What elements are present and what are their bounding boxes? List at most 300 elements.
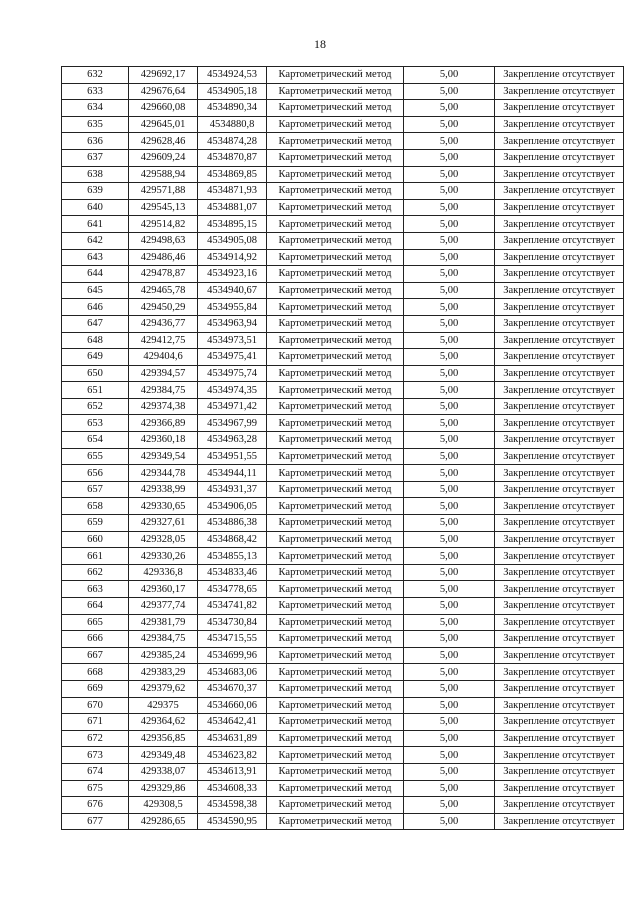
method-cell: Картометрический метод <box>267 564 404 581</box>
table-row <box>62 415 624 432</box>
point-number-cell: 632 <box>62 67 129 84</box>
y-coordinate-cell: 4534895,15 <box>198 216 267 233</box>
table-row <box>62 797 624 814</box>
accuracy-cell: 5,00 <box>404 415 495 432</box>
x-coordinate-cell: 429609,24 <box>129 149 198 166</box>
accuracy-cell: 5,00 <box>404 398 495 415</box>
fixing-cell: Закрепление отсутствует <box>495 813 624 830</box>
y-coordinate-cell: 4534741,82 <box>198 598 267 615</box>
accuracy-cell: 5,00 <box>404 515 495 532</box>
fixing-cell: Закрепление отсутствует <box>495 432 624 449</box>
point-number-cell: 671 <box>62 714 129 731</box>
method-cell: Картометрический метод <box>267 415 404 432</box>
x-coordinate-cell: 429384,75 <box>129 382 198 399</box>
accuracy-cell: 5,00 <box>404 232 495 249</box>
point-number-cell: 673 <box>62 747 129 764</box>
x-coordinate-cell: 429374,38 <box>129 398 198 415</box>
fixing-cell: Закрепление отсутствует <box>495 166 624 183</box>
point-number-cell: 657 <box>62 481 129 498</box>
fixing-cell: Закрепление отсутствует <box>495 714 624 731</box>
accuracy-cell: 5,00 <box>404 614 495 631</box>
x-coordinate-cell: 429628,46 <box>129 133 198 150</box>
accuracy-cell: 5,00 <box>404 747 495 764</box>
accuracy-cell: 5,00 <box>404 365 495 382</box>
method-cell: Картометрический метод <box>267 680 404 697</box>
x-coordinate-cell: 429486,46 <box>129 249 198 266</box>
table-row <box>62 282 624 299</box>
table-row <box>62 697 624 714</box>
method-cell: Картометрический метод <box>267 664 404 681</box>
accuracy-cell: 5,00 <box>404 83 495 100</box>
x-coordinate-cell: 429349,54 <box>129 448 198 465</box>
table-row <box>62 581 624 598</box>
x-coordinate-cell: 429330,65 <box>129 498 198 515</box>
fixing-cell: Закрепление отсутствует <box>495 398 624 415</box>
method-cell: Картометрический метод <box>267 515 404 532</box>
fixing-cell: Закрепление отсутствует <box>495 282 624 299</box>
accuracy-cell: 5,00 <box>404 730 495 747</box>
point-number-cell: 641 <box>62 216 129 233</box>
point-number-cell: 649 <box>62 349 129 366</box>
x-coordinate-cell: 429329,86 <box>129 780 198 797</box>
table-row <box>62 531 624 548</box>
table-row <box>62 780 624 797</box>
x-coordinate-cell: 429379,62 <box>129 680 198 697</box>
table-row <box>62 83 624 100</box>
method-cell: Картометрический метод <box>267 780 404 797</box>
x-coordinate-cell: 429381,79 <box>129 614 198 631</box>
accuracy-cell: 5,00 <box>404 531 495 548</box>
table-row <box>62 67 624 84</box>
method-cell: Картометрический метод <box>267 797 404 814</box>
point-number-cell: 668 <box>62 664 129 681</box>
x-coordinate-cell: 429364,62 <box>129 714 198 731</box>
point-number-cell: 634 <box>62 100 129 117</box>
y-coordinate-cell: 4534623,82 <box>198 747 267 764</box>
method-cell: Картометрический метод <box>267 183 404 200</box>
y-coordinate-cell: 4534963,28 <box>198 432 267 449</box>
table-row <box>62 349 624 366</box>
method-cell: Картометрический метод <box>267 398 404 415</box>
method-cell: Картометрический метод <box>267 498 404 515</box>
method-cell: Картометрический метод <box>267 730 404 747</box>
y-coordinate-cell: 4534631,89 <box>198 730 267 747</box>
method-cell: Картометрический метод <box>267 100 404 117</box>
table-row <box>62 398 624 415</box>
y-coordinate-cell: 4534890,34 <box>198 100 267 117</box>
accuracy-cell: 5,00 <box>404 282 495 299</box>
fixing-cell: Закрепление отсутствует <box>495 315 624 332</box>
method-cell: Картометрический метод <box>267 349 404 366</box>
table-row <box>62 448 624 465</box>
y-coordinate-cell: 4534924,53 <box>198 67 267 84</box>
y-coordinate-cell: 4534871,93 <box>198 183 267 200</box>
fixing-cell: Закрепление отсутствует <box>495 83 624 100</box>
fixing-cell: Закрепление отсутствует <box>495 598 624 615</box>
point-number-cell: 640 <box>62 199 129 216</box>
x-coordinate-cell: 429478,87 <box>129 266 198 283</box>
point-number-cell: 653 <box>62 415 129 432</box>
method-cell: Картометрический метод <box>267 763 404 780</box>
accuracy-cell: 5,00 <box>404 116 495 133</box>
method-cell: Картометрический метод <box>267 83 404 100</box>
fixing-cell: Закрепление отсутствует <box>495 680 624 697</box>
point-number-cell: 637 <box>62 149 129 166</box>
fixing-cell: Закрепление отсутствует <box>495 149 624 166</box>
fixing-cell: Закрепление отсутствует <box>495 763 624 780</box>
fixing-cell: Закрепление отсутствует <box>495 697 624 714</box>
x-coordinate-cell: 429338,99 <box>129 481 198 498</box>
x-coordinate-cell: 429327,61 <box>129 515 198 532</box>
x-coordinate-cell: 429676,64 <box>129 83 198 100</box>
x-coordinate-cell: 429450,29 <box>129 299 198 316</box>
fixing-cell: Закрепление отсутствует <box>495 747 624 764</box>
fixing-cell: Закрепление отсутствует <box>495 249 624 266</box>
point-number-cell: 669 <box>62 680 129 697</box>
table-row <box>62 747 624 764</box>
y-coordinate-cell: 4534833,46 <box>198 564 267 581</box>
y-coordinate-cell: 4534670,37 <box>198 680 267 697</box>
point-number-cell: 642 <box>62 232 129 249</box>
y-coordinate-cell: 4534660,06 <box>198 697 267 714</box>
x-coordinate-cell: 429514,82 <box>129 216 198 233</box>
y-coordinate-cell: 4534951,55 <box>198 448 267 465</box>
method-cell: Картометрический метод <box>267 714 404 731</box>
fixing-cell: Закрепление отсутствует <box>495 332 624 349</box>
fixing-cell: Закрепление отсутствует <box>495 797 624 814</box>
point-number-cell: 662 <box>62 564 129 581</box>
accuracy-cell: 5,00 <box>404 664 495 681</box>
table-row <box>62 382 624 399</box>
table-row <box>62 266 624 283</box>
fixing-cell: Закрепление отсутствует <box>495 299 624 316</box>
table-row <box>62 647 624 664</box>
table-row <box>62 166 624 183</box>
fixing-cell: Закрепление отсутствует <box>495 133 624 150</box>
accuracy-cell: 5,00 <box>404 166 495 183</box>
method-cell: Картометрический метод <box>267 598 404 615</box>
accuracy-cell: 5,00 <box>404 432 495 449</box>
method-cell: Картометрический метод <box>267 548 404 565</box>
fixing-cell: Закрепление отсутствует <box>495 199 624 216</box>
x-coordinate-cell: 429330,26 <box>129 548 198 565</box>
page-number: 18 <box>314 37 326 51</box>
x-coordinate-cell: 429436,77 <box>129 315 198 332</box>
table-row <box>62 315 624 332</box>
point-number-cell: 674 <box>62 763 129 780</box>
method-cell: Картометрический метод <box>267 199 404 216</box>
table-row <box>62 614 624 631</box>
point-number-cell: 677 <box>62 813 129 830</box>
fixing-cell: Закрепление отсутствует <box>495 515 624 532</box>
y-coordinate-cell: 4534974,35 <box>198 382 267 399</box>
table-row <box>62 481 624 498</box>
point-number-cell: 654 <box>62 432 129 449</box>
point-number-cell: 667 <box>62 647 129 664</box>
y-coordinate-cell: 4534880,8 <box>198 116 267 133</box>
accuracy-cell: 5,00 <box>404 813 495 830</box>
accuracy-cell: 5,00 <box>404 216 495 233</box>
y-coordinate-cell: 4534881,07 <box>198 199 267 216</box>
table-row <box>62 100 624 117</box>
method-cell: Картометрический метод <box>267 631 404 648</box>
table-row <box>62 465 624 482</box>
y-coordinate-cell: 4534923,16 <box>198 266 267 283</box>
x-coordinate-cell: 429385,24 <box>129 647 198 664</box>
fixing-cell: Закрепление отсутствует <box>495 614 624 631</box>
fixing-cell: Закрепление отсутствует <box>495 780 624 797</box>
method-cell: Картометрический метод <box>267 813 404 830</box>
y-coordinate-cell: 4534598,38 <box>198 797 267 814</box>
fixing-cell: Закрепление отсутствует <box>495 564 624 581</box>
accuracy-cell: 5,00 <box>404 266 495 283</box>
y-coordinate-cell: 4534608,33 <box>198 780 267 797</box>
x-coordinate-cell: 429404,6 <box>129 349 198 366</box>
method-cell: Картометрический метод <box>267 365 404 382</box>
point-number-cell: 670 <box>62 697 129 714</box>
point-number-cell: 661 <box>62 548 129 565</box>
accuracy-cell: 5,00 <box>404 780 495 797</box>
point-number-cell: 659 <box>62 515 129 532</box>
table-row <box>62 714 624 731</box>
fixing-cell: Закрепление отсутствует <box>495 631 624 648</box>
x-coordinate-cell: 429349,48 <box>129 747 198 764</box>
x-coordinate-cell: 429394,57 <box>129 365 198 382</box>
point-number-cell: 633 <box>62 83 129 100</box>
coordinates-table <box>61 66 624 830</box>
table-row <box>62 299 624 316</box>
method-cell: Картометрический метод <box>267 133 404 150</box>
accuracy-cell: 5,00 <box>404 714 495 731</box>
point-number-cell: 646 <box>62 299 129 316</box>
table-row <box>62 365 624 382</box>
point-number-cell: 665 <box>62 614 129 631</box>
method-cell: Картометрический метод <box>267 697 404 714</box>
accuracy-cell: 5,00 <box>404 249 495 266</box>
x-coordinate-cell: 429545,13 <box>129 199 198 216</box>
x-coordinate-cell: 429660,08 <box>129 100 198 117</box>
y-coordinate-cell: 4534931,37 <box>198 481 267 498</box>
y-coordinate-cell: 4534715,55 <box>198 631 267 648</box>
method-cell: Картометрический метод <box>267 382 404 399</box>
point-number-cell: 636 <box>62 133 129 150</box>
y-coordinate-cell: 4534906,05 <box>198 498 267 515</box>
accuracy-cell: 5,00 <box>404 548 495 565</box>
point-number-cell: 666 <box>62 631 129 648</box>
point-number-cell: 672 <box>62 730 129 747</box>
point-number-cell: 645 <box>62 282 129 299</box>
y-coordinate-cell: 4534940,67 <box>198 282 267 299</box>
method-cell: Картометрический метод <box>267 116 404 133</box>
point-number-cell: 647 <box>62 315 129 332</box>
fixing-cell: Закрепление отсутствует <box>495 100 624 117</box>
table-row <box>62 432 624 449</box>
method-cell: Картометрический метод <box>267 531 404 548</box>
point-number-cell: 652 <box>62 398 129 415</box>
y-coordinate-cell: 4534730,84 <box>198 614 267 631</box>
table-row <box>62 232 624 249</box>
point-number-cell: 644 <box>62 266 129 283</box>
method-cell: Картометрический метод <box>267 448 404 465</box>
accuracy-cell: 5,00 <box>404 797 495 814</box>
fixing-cell: Закрепление отсутствует <box>495 664 624 681</box>
x-coordinate-cell: 429412,75 <box>129 332 198 349</box>
accuracy-cell: 5,00 <box>404 382 495 399</box>
y-coordinate-cell: 4534642,41 <box>198 714 267 731</box>
fixing-cell: Закрепление отсутствует <box>495 581 624 598</box>
fixing-cell: Закрепление отсутствует <box>495 647 624 664</box>
y-coordinate-cell: 4534778,65 <box>198 581 267 598</box>
fixing-cell: Закрепление отсутствует <box>495 116 624 133</box>
x-coordinate-cell: 429465,78 <box>129 282 198 299</box>
method-cell: Картометрический метод <box>267 266 404 283</box>
point-number-cell: 651 <box>62 382 129 399</box>
table-row <box>62 116 624 133</box>
y-coordinate-cell: 4534975,74 <box>198 365 267 382</box>
method-cell: Картометрический метод <box>267 747 404 764</box>
method-cell: Картометрический метод <box>267 432 404 449</box>
x-coordinate-cell: 429692,17 <box>129 67 198 84</box>
accuracy-cell: 5,00 <box>404 631 495 648</box>
accuracy-cell: 5,00 <box>404 448 495 465</box>
accuracy-cell: 5,00 <box>404 149 495 166</box>
x-coordinate-cell: 429366,89 <box>129 415 198 432</box>
accuracy-cell: 5,00 <box>404 299 495 316</box>
table-row <box>62 813 624 830</box>
x-coordinate-cell: 429588,94 <box>129 166 198 183</box>
method-cell: Картометрический метод <box>267 282 404 299</box>
fixing-cell: Закрепление отсутствует <box>495 481 624 498</box>
table-row <box>62 216 624 233</box>
fixing-cell: Закрепление отсутствует <box>495 216 624 233</box>
method-cell: Картометрический метод <box>267 315 404 332</box>
table-row <box>62 598 624 615</box>
accuracy-cell: 5,00 <box>404 349 495 366</box>
x-coordinate-cell: 429375 <box>129 697 198 714</box>
y-coordinate-cell: 4534971,42 <box>198 398 267 415</box>
x-coordinate-cell: 429377,74 <box>129 598 198 615</box>
table-row <box>62 664 624 681</box>
fixing-cell: Закрепление отсутствует <box>495 448 624 465</box>
point-number-cell: 656 <box>62 465 129 482</box>
x-coordinate-cell: 429571,88 <box>129 183 198 200</box>
table-row <box>62 498 624 515</box>
x-coordinate-cell: 429338,07 <box>129 763 198 780</box>
table-row <box>62 199 624 216</box>
method-cell: Картометрический метод <box>267 216 404 233</box>
table-row <box>62 763 624 780</box>
point-number-cell: 663 <box>62 581 129 598</box>
fixing-cell: Закрепление отсутствует <box>495 498 624 515</box>
point-number-cell: 675 <box>62 780 129 797</box>
point-number-cell: 655 <box>62 448 129 465</box>
point-number-cell: 658 <box>62 498 129 515</box>
fixing-cell: Закрепление отсутствует <box>495 531 624 548</box>
y-coordinate-cell: 4534955,84 <box>198 299 267 316</box>
table-row <box>62 133 624 150</box>
fixing-cell: Закрепление отсутствует <box>495 349 624 366</box>
y-coordinate-cell: 4534868,42 <box>198 531 267 548</box>
y-coordinate-cell: 4534975,41 <box>198 349 267 366</box>
y-coordinate-cell: 4534944,11 <box>198 465 267 482</box>
point-number-cell: 650 <box>62 365 129 382</box>
method-cell: Картометрический метод <box>267 299 404 316</box>
method-cell: Картометрический метод <box>267 67 404 84</box>
x-coordinate-cell: 429360,18 <box>129 432 198 449</box>
fixing-cell: Закрепление отсутствует <box>495 232 624 249</box>
x-coordinate-cell: 429344,78 <box>129 465 198 482</box>
y-coordinate-cell: 4534963,94 <box>198 315 267 332</box>
x-coordinate-cell: 429498,63 <box>129 232 198 249</box>
method-cell: Картометрический метод <box>267 249 404 266</box>
accuracy-cell: 5,00 <box>404 465 495 482</box>
table-row <box>62 730 624 747</box>
method-cell: Картометрический метод <box>267 166 404 183</box>
fixing-cell: Закрепление отсутствует <box>495 365 624 382</box>
fixing-cell: Закрепление отсутствует <box>495 730 624 747</box>
y-coordinate-cell: 4534967,99 <box>198 415 267 432</box>
table-row <box>62 515 624 532</box>
accuracy-cell: 5,00 <box>404 763 495 780</box>
y-coordinate-cell: 4534683,06 <box>198 664 267 681</box>
table-row <box>62 249 624 266</box>
x-coordinate-cell: 429336,8 <box>129 564 198 581</box>
x-coordinate-cell: 429360,17 <box>129 581 198 598</box>
table-row <box>62 332 624 349</box>
method-cell: Картометрический метод <box>267 581 404 598</box>
method-cell: Картометрический метод <box>267 332 404 349</box>
method-cell: Картометрический метод <box>267 481 404 498</box>
accuracy-cell: 5,00 <box>404 647 495 664</box>
point-number-cell: 660 <box>62 531 129 548</box>
fixing-cell: Закрепление отсутствует <box>495 67 624 84</box>
y-coordinate-cell: 4534855,13 <box>198 548 267 565</box>
accuracy-cell: 5,00 <box>404 697 495 714</box>
point-number-cell: 676 <box>62 797 129 814</box>
accuracy-cell: 5,00 <box>404 481 495 498</box>
accuracy-cell: 5,00 <box>404 332 495 349</box>
y-coordinate-cell: 4534886,38 <box>198 515 267 532</box>
x-coordinate-cell: 429384,75 <box>129 631 198 648</box>
fixing-cell: Закрепление отсутствует <box>495 266 624 283</box>
x-coordinate-cell: 429383,29 <box>129 664 198 681</box>
y-coordinate-cell: 4534613,91 <box>198 763 267 780</box>
x-coordinate-cell: 429286,65 <box>129 813 198 830</box>
x-coordinate-cell: 429645,01 <box>129 116 198 133</box>
y-coordinate-cell: 4534870,87 <box>198 149 267 166</box>
accuracy-cell: 5,00 <box>404 315 495 332</box>
accuracy-cell: 5,00 <box>404 564 495 581</box>
accuracy-cell: 5,00 <box>404 680 495 697</box>
coordinates-table-body <box>62 67 624 830</box>
table-row <box>62 564 624 581</box>
accuracy-cell: 5,00 <box>404 199 495 216</box>
table-row <box>62 680 624 697</box>
fixing-cell: Закрепление отсутствует <box>495 465 624 482</box>
point-number-cell: 648 <box>62 332 129 349</box>
method-cell: Картометрический метод <box>267 149 404 166</box>
method-cell: Картометрический метод <box>267 614 404 631</box>
point-number-cell: 643 <box>62 249 129 266</box>
accuracy-cell: 5,00 <box>404 581 495 598</box>
accuracy-cell: 5,00 <box>404 133 495 150</box>
point-number-cell: 639 <box>62 183 129 200</box>
y-coordinate-cell: 4534874,28 <box>198 133 267 150</box>
y-coordinate-cell: 4534869,85 <box>198 166 267 183</box>
fixing-cell: Закрепление отсутствует <box>495 382 624 399</box>
method-cell: Картометрический метод <box>267 647 404 664</box>
accuracy-cell: 5,00 <box>404 498 495 515</box>
